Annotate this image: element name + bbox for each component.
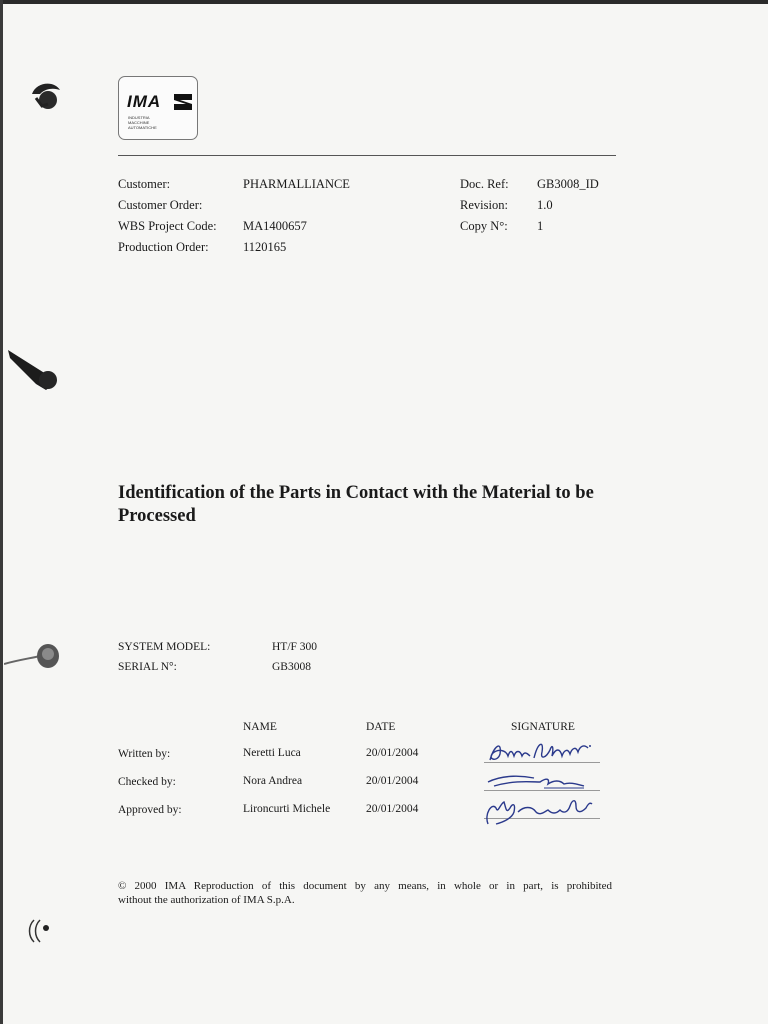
- binder-ring-mark: [4, 640, 60, 674]
- signature-checked: [484, 770, 596, 794]
- customer-order-label: Customer Order:: [118, 198, 203, 212]
- system-model-value: HT/F 300: [272, 641, 318, 653]
- document-title: Identification of the Parts in Contact with the Material to be Processed: [118, 483, 594, 526]
- scan-left-edge: [0, 0, 3, 1024]
- copyright-line-1: © 2000 IMA Reproduction of this document by any means, in whole or in part, is prohibited: [118, 880, 612, 892]
- checked-by-name: Nora Andrea: [243, 775, 303, 787]
- revision-label: Revision:: [460, 198, 508, 212]
- serial-number-value: GB3008: [272, 661, 311, 673]
- approvals-header-date: DATE: [366, 721, 396, 733]
- checked-by-date: 20/01/2004: [366, 775, 419, 787]
- logo-subtext: INDUSTRIA MACCHINE AUTOMATICHE: [128, 115, 157, 130]
- approved-by-label: Approved by:: [118, 804, 182, 816]
- production-order-value: 1120165: [243, 240, 287, 254]
- scan-top-edge: [0, 0, 768, 4]
- written-by-date: 20/01/2004: [366, 747, 419, 759]
- copyright-notice: [118, 879, 612, 907]
- copy-number-value: 1: [537, 219, 544, 233]
- logo-wordmark: IMA: [127, 92, 162, 111]
- approved-by-date: 20/01/2004: [366, 803, 419, 815]
- revision-value: 1.0: [537, 198, 553, 212]
- logo-arrow-icon: [174, 94, 192, 110]
- binder-clip-mark: [6, 344, 60, 392]
- company-logo: [118, 76, 198, 140]
- approved-by-name: Lironcurti Michele: [243, 803, 331, 815]
- approvals-header-name: NAME: [243, 721, 277, 733]
- customer-label: Customer:: [118, 177, 171, 191]
- doc-ref-value: GB3008_ID: [537, 177, 599, 191]
- header-divider: [118, 155, 616, 156]
- written-by-name: Neretti Luca: [243, 747, 301, 759]
- system-model-label: SYSTEM MODEL:: [118, 641, 211, 653]
- production-order-label: Production Order:: [118, 240, 209, 254]
- wbs-project-code-label: WBS Project Code:: [118, 219, 217, 233]
- punch-hole-mark: [28, 80, 64, 114]
- copyright-line-2: without the authorization of IMA S.p.A.: [118, 894, 295, 906]
- punch-hole-mark-bottom: [26, 916, 54, 944]
- signature-written: [484, 736, 596, 766]
- signature-approved: [482, 794, 598, 830]
- wbs-project-code-value: MA1400657: [243, 219, 307, 233]
- serial-number-label: SERIAL N°:: [118, 661, 177, 673]
- copy-number-label: Copy N°:: [460, 219, 508, 233]
- checked-by-label: Checked by:: [118, 776, 176, 788]
- customer-value: PHARMALLIANCE: [243, 177, 350, 191]
- doc-ref-label: Doc. Ref:: [460, 177, 509, 191]
- written-by-label: Written by:: [118, 748, 171, 760]
- approvals-header-signature: SIGNATURE: [511, 721, 575, 733]
